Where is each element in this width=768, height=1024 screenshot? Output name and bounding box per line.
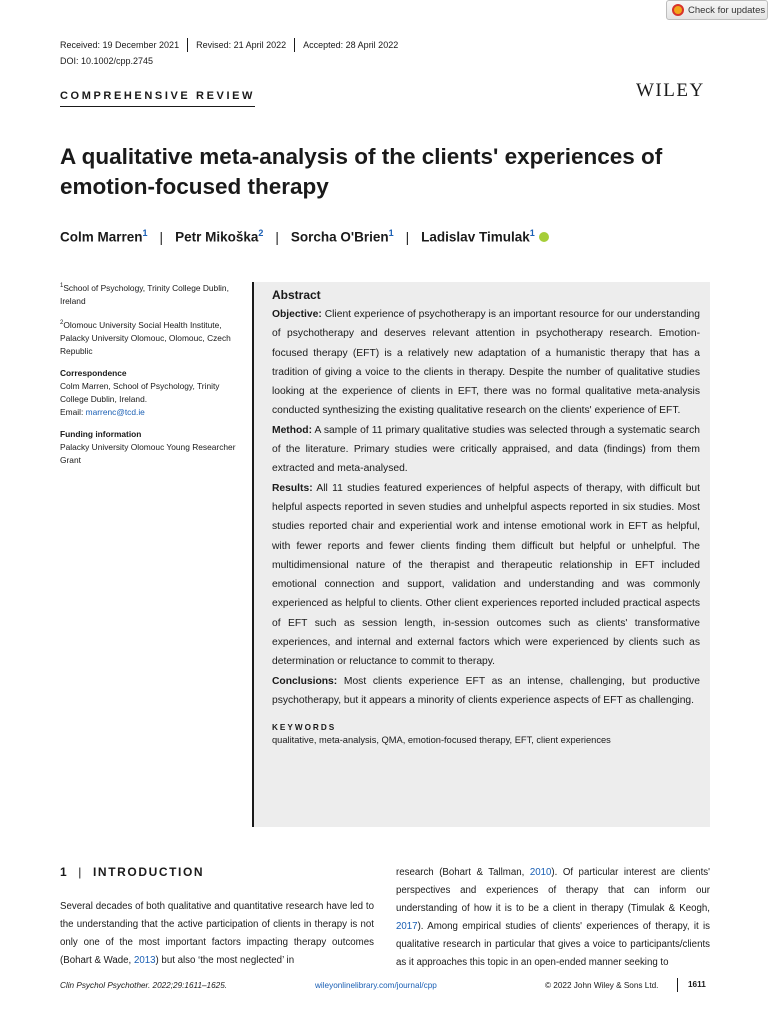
author-name[interactable]: Ladislav Timulak$^1$ xyxy=(421,228,535,245)
article-dates xyxy=(60,38,406,52)
author-name[interactable]: Sorcha O'Brien$^1$ xyxy=(290,228,394,245)
journal-citation: Clin Psychol Psychother. 2022;29:1611–1625. xyxy=(60,980,228,990)
keywords-heading: KEYWORDS xyxy=(272,723,337,733)
keywords: qualitative, meta-analysis, QMA, emotion-focused therapy, EFT, client experiences xyxy=(272,735,611,746)
abstract-conclusions: Conclusions: Most clients experience EFT as an intense, challenging, but productive psychotherapy, but it appears a minority of clients experience aspects of EFT as challenging. xyxy=(272,675,700,706)
journal-url-link[interactable]: wileyonlinelibrary.com/journal/cpp xyxy=(315,980,437,990)
author-separator: | xyxy=(275,229,279,245)
affiliation: $^1$School of Psychology, Trinity College Dublin, Ireland xyxy=(60,282,229,306)
doi: DOI: 10.1002/cpp.2745 xyxy=(60,56,154,66)
article-title: A qualitative meta-analysis of the clients' experiences of emotion-focused therapy xyxy=(60,144,663,199)
abstract-results: Results: All 11 studies featured experiences of helpful aspects of therapy, with difficult but helpful aspects reported in seven studies and unhelpful aspects reported in six studies. Most studies reported chair and experiential work and intense emotional work in EFT as helpful, with fewer reports and fewer clients finding them difficult but helpful or unhelpful. The multidimensional nature of the therapist and therapeutic relationship in EFT included emotional connection and support, validation and understanding and was commonly experienced as helpful to clients. Other client experiences reported included practical aspects of EFT such as session length, in-session outcomes such as clients' transformative experiences, and internal and external factors which were experienced by clients such as determination or reluctance to commit to therapy. xyxy=(272,482,701,668)
author-separator: | xyxy=(159,229,164,245)
abstract-objective: Objective: Client experience of psychotherapy is an important resource for our understanding of psychotherapy and deserves relevant attention in psychotherapy research. Emotion-focused therapy (EFT) is a relatively new adaptation of a humanistic therapy that has a tradition of giving a voice to the clients in therapy. Despite the number of qualitative studies looking at the experience of clients in EFT, there was no formal qualitative meta-analysis conducted synthesizing the existing qualitative research on the clients' experience of EFT. xyxy=(272,309,700,417)
author-name[interactable]: Colm Marren$^1$ xyxy=(60,228,148,245)
section-heading-introduction: 1 | INTRODUCTION xyxy=(60,865,205,879)
accepted-date: Accepted: 28 April 2022 xyxy=(294,38,406,52)
funding-heading: Funding information xyxy=(60,428,142,439)
correspondence-heading: Correspondence xyxy=(60,367,127,378)
citation-link[interactable]: 2010 xyxy=(529,867,552,878)
citation-link[interactable]: 2013 xyxy=(133,955,156,967)
email-link[interactable]: marrenc@tcd.ie xyxy=(85,406,145,417)
correspondence-text: Colm Marren, School of Psychology, Trinity College Dublin, Ireland. xyxy=(60,380,220,404)
author-name[interactable]: Petr Mikoška$^2$ xyxy=(175,228,264,245)
check-for-updates-label: Check for updates xyxy=(688,4,766,16)
crossmark-icon xyxy=(672,4,684,16)
citation-link[interactable]: 2017 xyxy=(396,921,418,933)
section-label: COMPREHENSIVE REVIEW xyxy=(60,90,255,107)
copyright: © 2022 John Wiley & Sons Ltd. xyxy=(545,980,659,990)
page-number: 1611 xyxy=(677,978,706,992)
funding xyxy=(60,428,245,467)
abstract-heading: Abstract xyxy=(272,288,321,302)
page-footer xyxy=(60,978,710,992)
publisher-logo: WILEY xyxy=(636,80,705,101)
check-for-updates-button[interactable] xyxy=(666,0,768,20)
correspondence-email-line: Email: marrenc@tcd.ie xyxy=(60,406,145,417)
author-separator: | xyxy=(405,229,410,245)
correspondence xyxy=(60,367,245,419)
revised-date: Revised: 21 April 2022 xyxy=(187,38,294,52)
article-info-sidebar xyxy=(60,280,245,476)
affiliation: $^2$Olomouc University Social Health Institute, Palacky University Olomouc, Olomouc, Czech Republic xyxy=(60,319,231,356)
intro-paragraph-right: research (Bohart & Tallman, 2010). Of particular interest are clients' perspectives and experiences of therapy that can inform our understanding of how it is to be a client in therapy (Timulak & Keogh, 2017). Among empirical studies of clients' experiences of therapy, it is qualitative research in particular that gives a voice to participants/clients as it approaches this topic in an open-ended manner seeking to xyxy=(396,867,710,969)
received-date: Received: 19 December 2021 xyxy=(60,40,180,50)
abstract-method: Method: A sample of 11 primary qualitative studies was selected through a systematic search of the literature. Primary studies were critically appraised, and data (findings) from them extracted and meta-analysed. xyxy=(272,424,700,475)
orcid-icon[interactable] xyxy=(539,232,549,242)
abstract xyxy=(252,282,710,827)
funding-text: Palacky University Olomouc Young Researcher Grant xyxy=(60,441,236,465)
intro-paragraph-left: Several decades of both qualitative and quantitative research have led to the understanding that the active participation of clients in therapy is not only one of the most important factors impacting therapy outcomes (Bohart & Wade, 2013) but also ‘the most neglected’ in xyxy=(60,901,374,967)
author-list xyxy=(60,228,549,245)
